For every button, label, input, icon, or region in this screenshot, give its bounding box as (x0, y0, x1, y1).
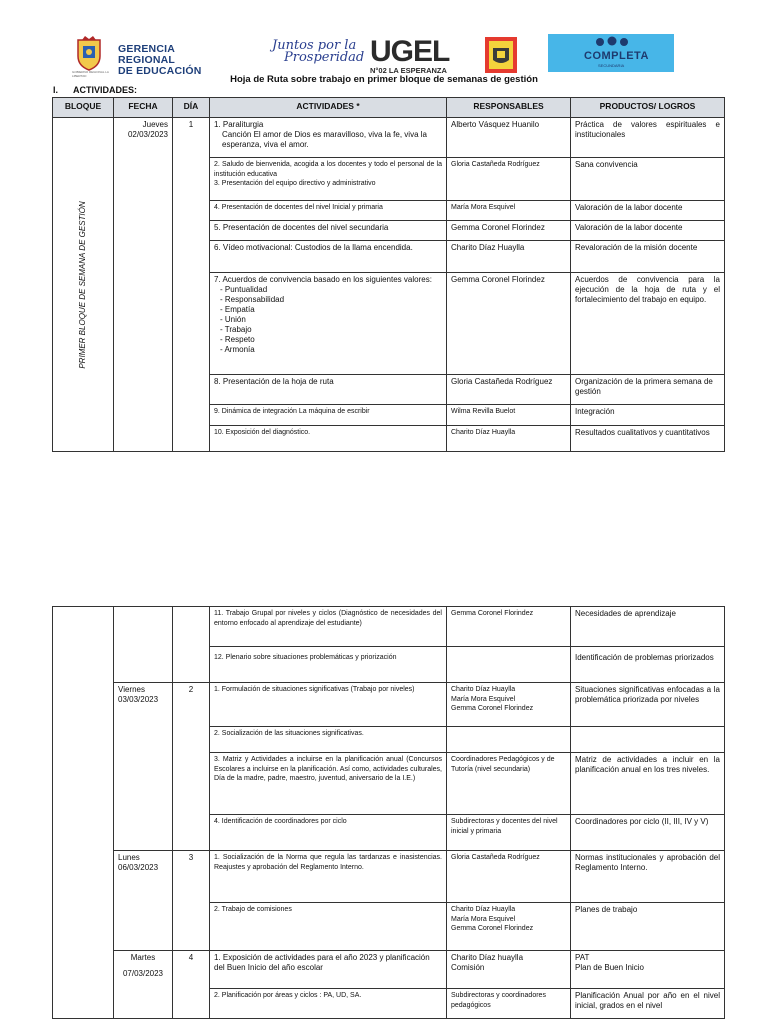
responsible-cell: María Mora Esquivel (447, 201, 571, 221)
product-cell: PAT Plan de Buen Inicio (571, 951, 725, 989)
fecha-cell (114, 851, 173, 951)
bloque-cell (53, 607, 114, 1019)
product-cell: Normas institucionales y aprobación del Reglamento Interno. (571, 851, 725, 903)
ugel-logo (370, 35, 450, 75)
col-header-fecha: FECHA (114, 98, 173, 118)
product-cell: Práctica de valores espirituales e institucionales (571, 118, 725, 158)
table-row (53, 951, 725, 989)
activity-cell: 2. Trabajo de comisiones (210, 903, 447, 951)
activity-cell (210, 273, 447, 375)
table-row (53, 607, 725, 647)
fecha-cell (114, 607, 173, 683)
col-header-productos: PRODUCTOS/ LOGROS (571, 98, 725, 118)
activity-text: 1. Paraliturgia (214, 120, 264, 129)
product-cell: Planes de trabajo (571, 903, 725, 951)
list-item: - Responsabilidad (232, 295, 442, 305)
dia-cell (173, 607, 210, 683)
ugel-subtitle: N°02 LA ESPERANZA (370, 66, 447, 75)
fecha-day: Viernes (118, 685, 145, 694)
product-cell: Coordinadores por ciclo (II, III, IV y V) (571, 815, 725, 851)
table-row (53, 118, 725, 158)
section-heading (53, 85, 137, 95)
responsible-cell: Subdirectoras y coordinadores pedagógicos (447, 989, 571, 1019)
activity-cell: 6. Vídeo motivacional: Custodios de la llama encendida. (210, 241, 447, 273)
fecha-cell (114, 683, 173, 851)
activity-cell: 1. Exposición de actividades para el año 2023 y planificación del Buen Inicio del año escolar (210, 951, 447, 989)
section-label: ACTIVIDADES: (73, 85, 138, 95)
completa-wordmark: COMPLETA (584, 50, 649, 62)
fecha-day: Martes (130, 953, 156, 962)
responsible-cell: Alberto Vásquez Huanilo (447, 118, 571, 158)
product-cell: Valoración de la labor docente (571, 201, 725, 221)
product-cell: Resultados cualitativos y cuantitativos (571, 426, 725, 452)
gre-line1: GERENCIA REGIONAL (118, 43, 176, 66)
activity-cell (210, 118, 447, 158)
product-cell: Matriz de actividades a incluir en la planificación anual en los tres niveles. (571, 753, 725, 815)
fecha-day: Lunes (118, 853, 140, 862)
juntos-prosperidad-logo (272, 40, 364, 64)
activity-cell: 12. Plenario sobre situaciones problemáticas y priorización (210, 647, 447, 683)
product-cell: Planificación Anual por año en el nivel inicial, grados en el nivel (571, 989, 725, 1019)
completa-subtitle: SECUNDARIA (598, 63, 625, 68)
activity-cell: 4. Identificación de coordinadores por ciclo (210, 815, 447, 851)
product-cell: Sana convivencia (571, 158, 725, 201)
juntos-line2: Prosperidad (284, 50, 365, 65)
fecha-cell (114, 118, 173, 452)
table-header-row (53, 98, 725, 118)
activity-text: 7. Acuerdos de convivencia basado en los siguientes valores: (214, 275, 432, 284)
fecha-cell (114, 951, 173, 1019)
gerencia-regional-logo (74, 36, 234, 76)
dia-cell: 4 (173, 951, 210, 1019)
document-title: Hoja de Ruta sobre trabajo en primer bloque de semanas de gestión (230, 74, 538, 85)
activities-table-2 (52, 606, 725, 1019)
responsible-cell: Charito Díaz Huaylla (447, 426, 571, 452)
regional-crest-icon (74, 36, 104, 72)
fecha-date: 06/03/2023 (118, 863, 159, 872)
col-header-actividades: ACTIVIDADES * (210, 98, 447, 118)
fecha-date: 07/03/2023 (122, 969, 164, 978)
responsible-cell: Gemma Coronel Florindez (447, 273, 571, 375)
activity-text: Canción El amor de Dios es maravilloso, viva la fe, viva la esperanza, viva el amor. (222, 130, 427, 149)
responsible-cell: Gloria Castañeda Rodríguez (447, 158, 571, 201)
responsible-cell: Gemma Coronel Florindez (447, 221, 571, 241)
activity-cell: 11. Trabajo Grupal por niveles y ciclos (Diagnóstico de necesidades del entorno enfocado al aprendizaje del estudiante) (210, 607, 447, 647)
responsible-cell: Subdirectoras y docentes del nivel inicial y primaria (447, 815, 571, 851)
activity-cell: 9. Dinámica de integración La máquina de escribir (210, 405, 447, 426)
activity-cell: 1. Formulación de situaciones significativas (Trabajo por niveles) (210, 683, 447, 727)
activity-cell: 2. Socialización de las situaciones significativas. (210, 727, 447, 753)
table-row (53, 683, 725, 727)
crest-caption: GOBIERNO REGIONAL LA LIBERTAD (72, 70, 109, 78)
list-item: - Unión (232, 315, 442, 325)
activity-text: 3. Presentación del equipo directivo y administrativo (214, 180, 376, 187)
responsible-cell (447, 727, 571, 753)
product-cell: Integración (571, 405, 725, 426)
product-cell: Situaciones significativas enfocadas a la problemática priorizada por niveles (571, 683, 725, 727)
product-cell: Revaloración de la misión docente (571, 241, 725, 273)
product-cell: Identificación de problemas priorizados (571, 647, 725, 683)
activity-cell: 2. Planificación por áreas y ciclos : PA, UD, SA. (210, 989, 447, 1019)
responsible-cell: Gloria Castañeda Rodríguez (447, 375, 571, 405)
table-row (53, 851, 725, 903)
list-item: - Puntualidad (232, 285, 442, 295)
ugel-wordmark: UGEL (370, 35, 450, 68)
responsible-cell (447, 647, 571, 683)
col-header-bloque: BLOQUE (53, 98, 114, 118)
responsible-cell: Charito Díaz Huaylla (447, 241, 571, 273)
responsible-cell: Gloria Castañeda Rodríguez (447, 851, 571, 903)
col-header-responsables: RESPONSABLES (447, 98, 571, 118)
responsible-cell: Gemma Coronel Florindez (447, 607, 571, 647)
responsible-cell: Charito Díaz huaylla Comisión (447, 951, 571, 989)
responsible-cell: Wilma Revilla Buelot (447, 405, 571, 426)
responsible-cell: Charito Díaz Huaylla María Mora Esquivel Gemma Coronel Florindez (447, 683, 571, 727)
bloque-cell (53, 118, 114, 452)
dia-cell: 1 (173, 118, 210, 452)
gre-line2: DE EDUCACIÓN (118, 65, 202, 77)
activity-cell: 4. Presentación de docentes del nivel Inicial y primaria (210, 201, 447, 221)
product-cell: Acuerdos de convivencia para la ejecución de la hoja de ruta y el fortalecimiento del trabajo en equipo. (571, 273, 725, 375)
product-cell: Valoración de la labor docente (571, 221, 725, 241)
section-number: I. (53, 85, 59, 95)
activity-cell: 5. Presentación de docentes del nivel secundaria (210, 221, 447, 241)
jornada-completa-logo (548, 34, 674, 72)
bloque-label: PRIMER BLOQUE DE SEMANA DE GESTIÓN (78, 200, 87, 369)
activity-cell: 10. Exposición del diagnóstico. (210, 426, 447, 452)
activity-cell (210, 158, 447, 201)
list-item: - Trabajo (232, 325, 442, 335)
col-header-dia: DÍA (173, 98, 210, 118)
dia-cell: 3 (173, 851, 210, 951)
responsible-cell: Coordinadores Pedagógicos y de Tutoría (nivel secundaria) (447, 753, 571, 815)
juntos-line1: Juntos por la (272, 38, 357, 53)
product-cell: Organización de la primera semana de gestión (571, 375, 725, 405)
gerencia-regional-wordmark (118, 44, 234, 77)
activity-cell: 1. Socialización de la Norma que regula las tardanzas e inasistencias. Reajustes y aprobación del Reglamento Interno. (210, 851, 447, 903)
fecha-day: Jueves (142, 120, 168, 129)
list-item: - Empatía (232, 305, 442, 315)
product-cell (571, 727, 725, 753)
activity-cell: 8. Presentación de la hoja de ruta (210, 375, 447, 405)
list-item: - Armonía (232, 345, 442, 355)
activities-table-1 (52, 97, 725, 452)
activity-text: 2. Saludo de bienvenida, acogida a los docentes y todo el personal de la institución educativa (214, 161, 442, 178)
fecha-date: 02/03/2023 (127, 130, 168, 139)
fecha-date: 03/03/2023 (118, 695, 159, 704)
activity-cell: 3. Matriz y Actividades a incluirse en la planificación anual (Concursos Escolares a incluirse en la planificación. Así como, actividades culturales, Día de la madre, padre, maestro, juventud, aniversario de la I.E.) (210, 753, 447, 815)
responsible-cell: Charito Díaz Huaylla María Mora Esquivel Gemma Coronel Florindez (447, 903, 571, 951)
product-cell: Necesidades de aprendizaje (571, 607, 725, 647)
dia-cell: 2 (173, 683, 210, 851)
values-list (214, 285, 442, 355)
school-shield-icon (483, 36, 519, 74)
list-item: - Respeto (232, 335, 442, 345)
